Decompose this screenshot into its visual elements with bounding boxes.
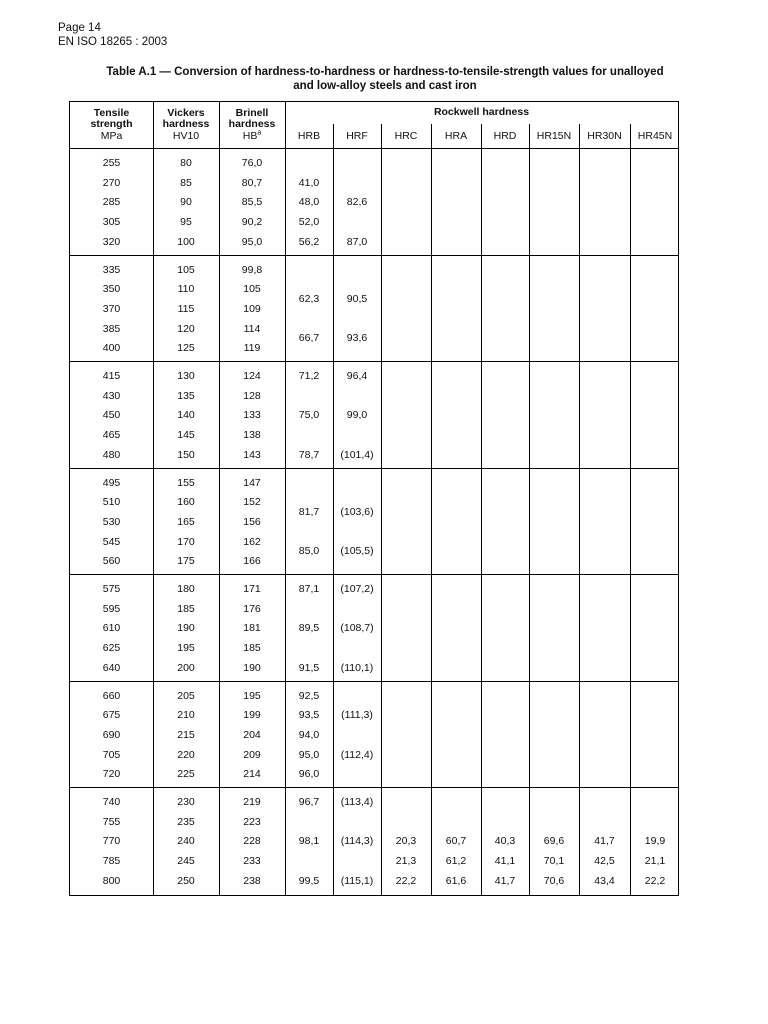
table-cell: 95,0 <box>298 748 320 761</box>
table-cell: 430 <box>102 389 121 402</box>
table-cell: 93,5 <box>298 709 320 722</box>
row-group <box>70 575 678 682</box>
table-header <box>70 102 678 149</box>
table-cell: 20,3 <box>395 835 417 848</box>
table-cell: 90 <box>180 196 192 209</box>
table-cell: 170 <box>177 535 195 548</box>
table-cell: 87,1 <box>298 583 320 595</box>
table-cell: 235 <box>177 815 195 828</box>
table-cell: 165 <box>177 515 195 528</box>
table-cell: 305 <box>102 216 121 229</box>
column-divider <box>381 575 382 681</box>
column-divider <box>529 788 530 895</box>
column-divider <box>153 149 154 255</box>
column-divider <box>579 469 580 575</box>
table-cell: 175 <box>177 555 195 568</box>
table-cell: 75,0 <box>298 409 320 422</box>
header-column-divider <box>153 102 154 148</box>
table-cell: 115 <box>177 302 195 315</box>
table-cell: 385 <box>102 322 121 335</box>
table-cell: 210 <box>177 709 195 722</box>
table-cell: 21,1 <box>644 855 666 868</box>
table-body <box>70 149 678 895</box>
table-cell: 219 <box>243 796 261 808</box>
table-cell: (115,1) <box>340 874 374 887</box>
table-cell: 575 <box>102 583 121 595</box>
column-divider <box>219 469 220 575</box>
table-cell: 510 <box>102 496 121 509</box>
column-divider <box>219 575 220 681</box>
column-divider <box>630 788 631 895</box>
header-column-divider <box>285 102 286 148</box>
table-cell: 152 <box>243 496 261 509</box>
table-cell: (114,3) <box>340 835 374 848</box>
table-cell: 95,0 <box>241 235 263 248</box>
page-header <box>58 21 167 49</box>
row-group <box>70 256 678 363</box>
header-rockwell-hardness-group: Rockwell hardness <box>433 106 530 118</box>
table-cell: 70,6 <box>543 874 565 887</box>
table-cell: 42,5 <box>594 855 615 868</box>
column-divider <box>431 256 432 362</box>
table-cell: 96,7 <box>298 796 320 808</box>
table-cell: 22,2 <box>395 874 417 887</box>
column-divider <box>529 682 530 788</box>
table-cell-merged: 85,0 <box>298 545 320 558</box>
column-divider <box>219 682 220 788</box>
table-cell: 740 <box>102 796 121 808</box>
table-cell: 245 <box>177 855 195 868</box>
column-divider <box>285 575 286 681</box>
conversion-table <box>69 101 679 896</box>
table-caption-line-2: and low-alloy steels and cast iron <box>293 80 477 92</box>
table-cell: 320 <box>102 235 121 248</box>
table-cell: 238 <box>243 874 261 887</box>
table-cell: 370 <box>102 302 121 315</box>
table-cell-merged: (103,6) <box>340 506 374 519</box>
table-cell: 119 <box>243 342 261 355</box>
table-cell: 76,0 <box>241 157 263 169</box>
column-divider <box>381 149 382 255</box>
column-divider <box>153 682 154 788</box>
table-cell: 85,5 <box>241 196 263 209</box>
table-cell: 147 <box>243 476 261 489</box>
table-cell: 41,7 <box>494 874 516 887</box>
table-cell: 199 <box>243 709 261 722</box>
column-divider <box>529 149 530 255</box>
column-divider <box>219 362 220 468</box>
header-tensile-line-2: strength <box>90 118 133 131</box>
column-divider <box>579 256 580 362</box>
header-vickers-line-1: Vickers <box>167 106 205 119</box>
table-cell: 52,0 <box>298 216 320 229</box>
table-cell: 185 <box>243 642 261 655</box>
table-cell: 200 <box>177 661 195 674</box>
table-cell: 99,8 <box>241 263 263 276</box>
table-cell: 181 <box>243 622 261 635</box>
column-divider <box>431 575 432 681</box>
table-cell: 400 <box>102 342 121 355</box>
column-divider <box>285 788 286 895</box>
header-column-divider <box>333 124 334 148</box>
column-divider <box>219 788 220 895</box>
column-divider <box>381 469 382 575</box>
column-divider <box>630 362 631 468</box>
table-cell: 92,5 <box>298 689 320 702</box>
column-divider <box>333 575 334 681</box>
column-divider <box>333 469 334 575</box>
table-cell: 214 <box>243 768 261 781</box>
table-cell: 140 <box>177 409 195 422</box>
table-cell: 495 <box>102 476 121 489</box>
row-group <box>70 788 678 895</box>
table-cell: 705 <box>102 748 121 761</box>
table-cell: 195 <box>177 642 195 655</box>
table-cell: 100 <box>177 235 195 248</box>
column-divider <box>579 575 580 681</box>
table-cell: (110,1) <box>340 661 374 674</box>
table-cell: 755 <box>102 815 121 828</box>
table-cell: 61,6 <box>445 874 467 887</box>
column-divider <box>431 682 432 788</box>
table-cell-merged: 62,3 <box>298 293 320 306</box>
table-cell: 105 <box>243 283 261 296</box>
table-cell: 114 <box>243 322 261 335</box>
row-group <box>70 682 678 789</box>
row-group <box>70 469 678 576</box>
table-cell: 40,3 <box>494 835 516 848</box>
table-cell: (108,7) <box>340 622 374 635</box>
column-divider <box>285 362 286 468</box>
column-divider <box>630 469 631 575</box>
table-cell: 230 <box>177 796 195 808</box>
column-divider <box>579 682 580 788</box>
header-tensile-line-1: Tensile <box>93 106 130 119</box>
table-cell: 41,7 <box>594 835 615 848</box>
table-cell: 91,5 <box>298 661 320 674</box>
table-cell: 190 <box>243 661 261 674</box>
table-cell: 99,5 <box>298 874 320 887</box>
column-divider <box>219 149 220 255</box>
column-divider <box>481 682 482 788</box>
table-cell: (113,4) <box>340 796 374 808</box>
table-cell: 61,2 <box>445 855 467 868</box>
column-divider <box>431 788 432 895</box>
table-cell: 138 <box>243 429 261 442</box>
table-cell: 595 <box>102 602 121 615</box>
table-cell: 133 <box>243 409 261 422</box>
table-cell: 223 <box>243 815 261 828</box>
column-divider <box>481 469 482 575</box>
column-divider <box>481 149 482 255</box>
table-cell: 770 <box>102 835 121 848</box>
table-cell: 125 <box>177 342 195 355</box>
table-cell: 225 <box>177 768 195 781</box>
header-brinell-hardness <box>219 102 285 148</box>
table-cell: 43,4 <box>594 874 615 887</box>
table-cell: 96,0 <box>298 768 320 781</box>
table-cell: 145 <box>177 429 195 442</box>
column-divider <box>630 256 631 362</box>
row-group <box>70 149 678 256</box>
table-cell: 195 <box>243 689 261 702</box>
table-cell: 69,6 <box>543 835 565 848</box>
table-cell: 270 <box>102 176 121 189</box>
table-cell-merged: 81,7 <box>298 506 320 519</box>
column-divider <box>153 256 154 362</box>
table-cell: 530 <box>102 515 121 528</box>
table-cell: 87,0 <box>346 235 368 248</box>
table-cell: 70,1 <box>543 855 565 868</box>
column-divider <box>333 149 334 255</box>
table-cell: 560 <box>102 555 121 568</box>
table-cell: 143 <box>243 448 261 461</box>
table-cell: (111,3) <box>341 709 373 722</box>
table-cell: 160 <box>177 496 195 509</box>
table-cell: 233 <box>243 855 261 868</box>
table-cell: 22,2 <box>644 874 666 887</box>
header-column-divider <box>529 124 530 148</box>
header-vickers-line-2: hardness <box>162 118 210 131</box>
table-cell-merged: 66,7 <box>298 332 320 345</box>
column-divider <box>381 682 382 788</box>
table-cell: 220 <box>177 748 195 761</box>
table-cell: 105 <box>177 263 195 276</box>
table-cell: 130 <box>177 370 195 382</box>
table-cell: 89,5 <box>298 622 320 635</box>
column-divider <box>431 362 432 468</box>
table-cell: 95 <box>180 216 192 229</box>
table-cell: (101,4) <box>340 448 374 461</box>
table-cell: (112,4) <box>340 748 374 761</box>
table-cell: 98,1 <box>298 835 320 848</box>
column-divider <box>381 256 382 362</box>
column-divider <box>579 149 580 255</box>
header-scale-hrb: HRB <box>297 130 321 142</box>
table-cell: 285 <box>102 196 121 209</box>
column-divider <box>333 682 334 788</box>
header-scale-hra: HRA <box>444 130 468 142</box>
table-cell: 128 <box>243 389 261 402</box>
column-divider <box>630 575 631 681</box>
column-divider <box>333 362 334 468</box>
column-divider <box>285 682 286 788</box>
table-cell: 465 <box>102 429 121 442</box>
table-cell: 71,2 <box>298 370 320 382</box>
page-number: Page 14 <box>58 22 101 34</box>
table-caption <box>60 65 710 93</box>
header-column-divider <box>481 124 482 148</box>
table-cell: 166 <box>243 555 261 568</box>
table-cell: 96,4 <box>346 370 368 382</box>
table-cell: (107,2) <box>340 583 374 595</box>
table-cell: 209 <box>243 748 261 761</box>
header-scale-hrd: HRD <box>493 130 517 142</box>
table-cell: 60,7 <box>445 835 467 848</box>
table-cell: 800 <box>102 874 121 887</box>
header-scale-hrf: HRF <box>346 130 368 142</box>
table-cell: 78,7 <box>298 448 320 461</box>
table-cell: 675 <box>102 709 121 722</box>
column-divider <box>431 149 432 255</box>
column-divider <box>285 149 286 255</box>
column-divider <box>153 788 154 895</box>
column-divider <box>481 575 482 681</box>
table-cell: 90,2 <box>241 216 263 229</box>
header-scale-hr15n: HR15N <box>536 130 572 142</box>
table-cell: 110 <box>177 283 195 296</box>
column-divider <box>481 362 482 468</box>
table-cell: 415 <box>102 370 121 382</box>
table-cell: 120 <box>177 322 195 335</box>
table-cell: 162 <box>243 535 261 548</box>
column-divider <box>630 682 631 788</box>
table-cell: 204 <box>243 728 261 741</box>
table-cell: 80 <box>180 157 192 169</box>
header-column-divider <box>579 124 580 148</box>
table-cell: 135 <box>177 389 195 402</box>
table-cell: 785 <box>102 855 121 868</box>
table-cell: 155 <box>177 476 195 489</box>
header-scale-hrc: HRC <box>394 130 418 142</box>
column-divider <box>529 575 530 681</box>
header-scale-hr45n: HR45N <box>637 130 673 142</box>
table-cell: 176 <box>243 602 261 615</box>
column-divider <box>431 469 432 575</box>
column-divider <box>153 362 154 468</box>
header-tensile-unit: MPa <box>100 129 123 142</box>
table-cell: 21,3 <box>395 855 417 868</box>
header-brinell-unit: HB <box>242 129 258 142</box>
table-cell: 82,6 <box>346 196 368 209</box>
column-divider <box>481 788 482 895</box>
header-tensile-strength <box>70 102 153 148</box>
table-cell: 450 <box>102 409 121 422</box>
table-cell-merged: (105,5) <box>340 545 374 558</box>
column-divider <box>153 469 154 575</box>
table-cell: 94,0 <box>298 728 320 741</box>
column-divider <box>529 256 530 362</box>
table-cell: 156 <box>243 515 261 528</box>
column-divider <box>381 362 382 468</box>
column-divider <box>285 256 286 362</box>
table-cell: 180 <box>177 583 195 595</box>
table-cell: 240 <box>177 835 195 848</box>
table-cell-merged: 90,5 <box>346 293 368 306</box>
table-cell: 625 <box>102 642 121 655</box>
table-cell: 109 <box>243 302 261 315</box>
table-cell: 41,0 <box>298 176 320 189</box>
table-cell: 85 <box>180 176 192 189</box>
header-vickers-hardness <box>153 102 219 148</box>
table-cell: 690 <box>102 728 121 741</box>
table-cell: 205 <box>177 689 195 702</box>
table-cell: 48,0 <box>298 196 320 209</box>
table-cell: 124 <box>243 370 261 382</box>
column-divider <box>529 362 530 468</box>
header-column-divider <box>431 124 432 148</box>
column-divider <box>333 256 334 362</box>
header-column-divider <box>219 102 220 148</box>
table-cell: 19,9 <box>644 835 666 848</box>
header-brinell-line-1: Brinell <box>235 106 269 119</box>
column-divider <box>529 469 530 575</box>
header-column-divider <box>630 124 631 148</box>
standard-reference: EN ISO 18265 : 2003 <box>58 36 168 48</box>
table-cell: 80,7 <box>241 176 263 189</box>
row-group <box>70 362 678 469</box>
table-cell: 215 <box>177 728 195 741</box>
column-divider <box>579 788 580 895</box>
footnote-marker-a: a <box>257 129 262 137</box>
column-divider <box>481 256 482 362</box>
table-cell: 190 <box>177 622 195 635</box>
table-cell: 660 <box>102 689 121 702</box>
column-divider <box>219 256 220 362</box>
table-cell: 185 <box>177 602 195 615</box>
table-cell: 56,2 <box>298 235 320 248</box>
column-divider <box>381 788 382 895</box>
table-cell: 41,1 <box>494 855 516 868</box>
table-cell-merged: 93,6 <box>346 332 368 345</box>
header-column-divider <box>381 124 382 148</box>
column-divider <box>153 575 154 681</box>
table-cell: 545 <box>102 535 121 548</box>
table-cell: 171 <box>243 583 261 595</box>
table-cell: 610 <box>102 622 121 635</box>
header-scale-hr30n: HR30N <box>587 130 622 142</box>
table-cell: 720 <box>102 768 121 781</box>
table-cell: 255 <box>102 157 121 169</box>
column-divider <box>630 149 631 255</box>
table-cell: 640 <box>102 661 121 674</box>
table-cell: 99,0 <box>346 409 368 422</box>
table-cell: 228 <box>243 835 261 848</box>
header-brinell-line-2: hardness <box>228 118 276 131</box>
header-vickers-unit: HV10 <box>172 129 200 142</box>
table-caption-line-1: Table A.1 — Conversion of hardness-to-hardness or hardness-to-tensile-strength values for unalloyed <box>106 66 664 78</box>
column-divider <box>285 469 286 575</box>
table-cell: 150 <box>177 448 195 461</box>
table-cell: 480 <box>102 448 121 461</box>
column-divider <box>333 788 334 895</box>
table-cell: 350 <box>102 283 121 296</box>
column-divider <box>579 362 580 468</box>
table-cell: 335 <box>102 263 121 276</box>
table-cell: 250 <box>177 874 195 887</box>
